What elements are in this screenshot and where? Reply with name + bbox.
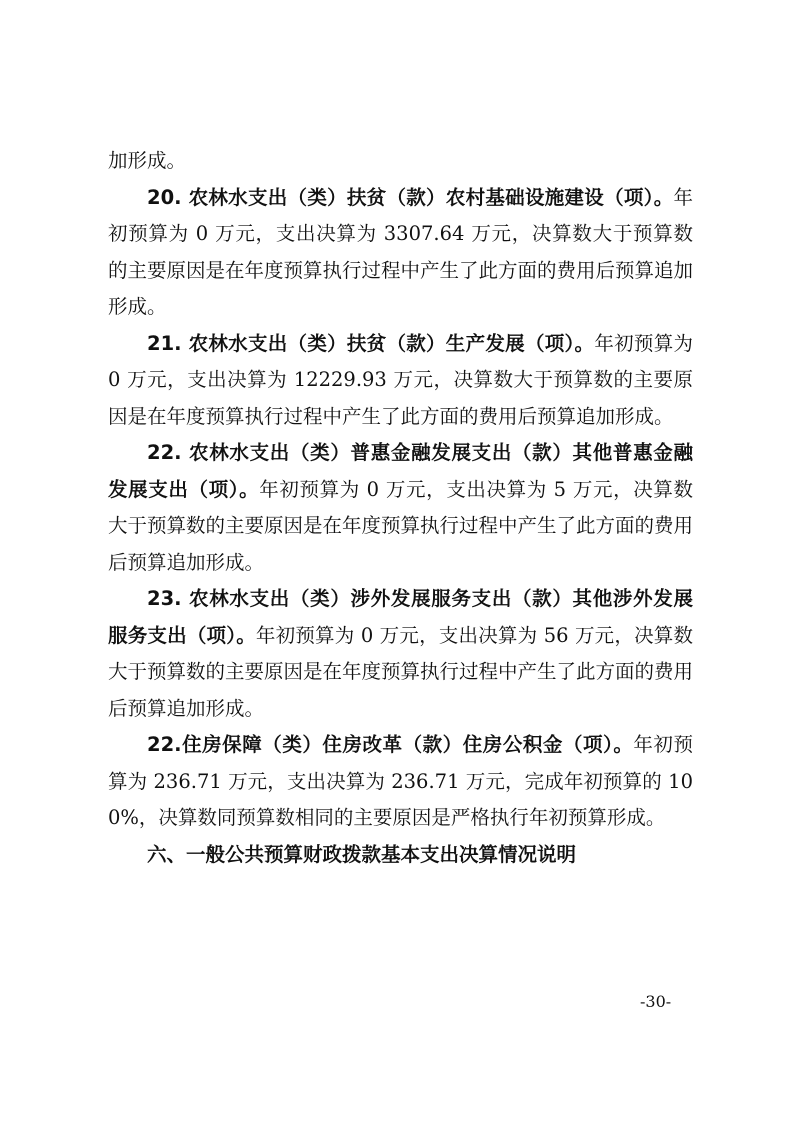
paragraph-item-20 <box>108 180 693 326</box>
paragraph-title: 22. 农林水支出（类）普惠金融发展支出（款）其他普惠金融发展支出（项）。 <box>108 441 693 501</box>
paragraph-item-22-inclusive-finance <box>108 435 693 581</box>
paragraph-title: 23. 农林水支出（类）涉外发展服务支出（款）其他涉外发展服务支出（项）。 <box>108 587 693 647</box>
paragraph-title: 21. 农林水支出（类）扶贫（款）生产发展（项）。 <box>147 331 595 355</box>
paragraph-title: 22.住房保障（类）住房改革（款）住房公积金（项）。 <box>147 733 634 756</box>
paragraph-title: 20. 农林水支出（类）扶贫（款）农村基础设施建设（项）。 <box>147 185 674 209</box>
paragraph-body: 年初预算为 0 万元，支出决算为 5 万元，决算数大于预算数的主要原因是在年度预算执行过程中产生了此方面的费用后预算追加形成。 <box>108 477 694 574</box>
paragraph-body: 年初预算为 0 万元，支出决算为 12229.93 万元，决算数大于预算数的主要原因是在年度预算执行过程中产生了此方面的费用后预算追加形成。 <box>108 331 693 428</box>
paragraph-item-22-housing <box>108 727 693 837</box>
document-body <box>108 143 693 873</box>
section-heading: 六、一般公共预算财政拨款基本支出决算情况说明 <box>147 842 577 866</box>
paragraph-item-23 <box>108 581 693 727</box>
paragraph-continuation <box>108 143 693 180</box>
page-number: -30- <box>640 992 672 1011</box>
paragraph-body: 年初预算为 236.71 万元，支出决算为 236.71 万元，完成年初预算的 100%，决算数同预算数相同的主要原因是严格执行年初预算形成。 <box>108 733 693 829</box>
paragraph-body: 年初预算为 0 万元，支出决算为 3307.64 万元，决算数大于预算数的主要原因是在年度预算执行过程中产生了此方面的费用后预算追加形成。 <box>108 185 694 318</box>
paragraph-item-21 <box>108 326 693 436</box>
paragraph-body: 加形成。 <box>108 149 187 172</box>
paragraph-body: 年初预算为 0 万元，支出决算为 56 万元，决算数大于预算数的主要原因是在年度预算执行过程中产生了此方面的费用后预算追加形成。 <box>108 623 694 720</box>
